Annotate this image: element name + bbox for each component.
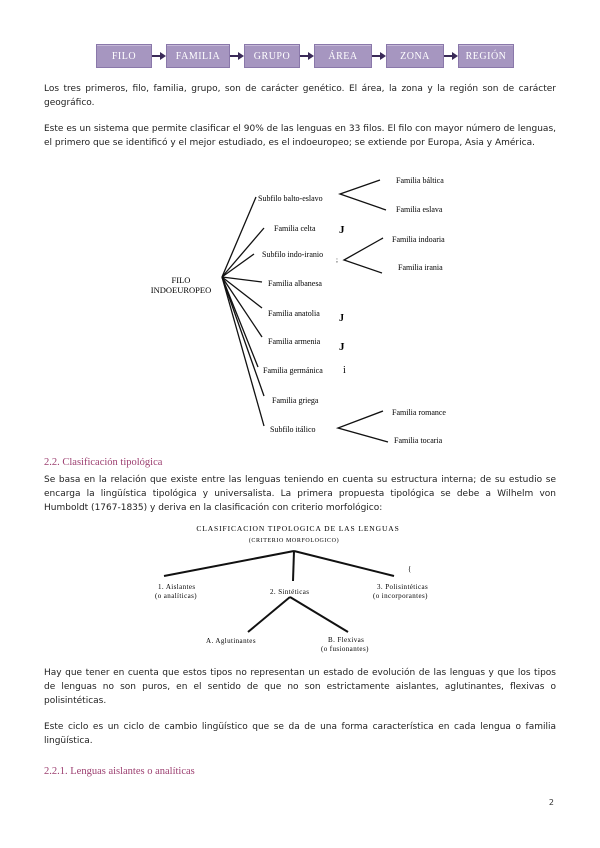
leaf-tocaria: Familia tocaria — [394, 436, 443, 445]
node-fusionantes: (o fusionantes) — [321, 645, 369, 653]
root-label-indoeuropeo: INDOEUROPEO — [150, 285, 212, 295]
paragraph-ciclo: Este ciclo es un ciclo de cambio lingüístico que se da de una forma característica en cada lengua o familia lingüística. — [44, 722, 556, 746]
chip-familia: FAMILIA — [166, 44, 230, 68]
node-flexivas: B. Flexivas — [328, 636, 365, 644]
arrow-icon — [443, 45, 459, 67]
section-heading-aislantes: 2.2.1. Lenguas aislantes o analíticas — [44, 766, 195, 777]
leaf-irania: Familia irania — [398, 263, 443, 272]
node-aglutinantes: A. Aglutinantes — [206, 637, 256, 645]
typology-subtitle: (CRITERIO MORFOLOGICO) — [248, 538, 340, 544]
leaf-eslava: Familia eslava — [396, 205, 443, 214]
paragraph-filos: Este es un sistema que permite clasificar el 90% de las lenguas en 33 filos. El filo con mayor número de lenguas, el primero que se identificó y el mejor estudiado, es el indoeuropeo; se extiende por Europa, Asia y América. — [44, 124, 556, 148]
typology-tree — [0, 518, 600, 654]
branch-celta: Familia celta — [274, 224, 316, 233]
root-label-filo: FILO — [171, 275, 191, 285]
arrow-icon — [299, 45, 315, 67]
page-number: 2 — [548, 798, 554, 807]
arrow-icon — [151, 45, 167, 67]
chip-filo: FILO — [96, 44, 152, 68]
margin-mark: J — [339, 341, 345, 353]
typology-title: CLASIFICACION TIPOLOGICA DE LAS LENGUAS — [196, 524, 400, 533]
chip-region: REGIÓN — [458, 44, 514, 68]
typology-mark: { — [408, 565, 412, 573]
margin-mark: J — [339, 313, 344, 324]
branch-griega: Familia griega — [272, 396, 319, 405]
chip-area: ÁREA — [314, 44, 372, 68]
leaf-baltica: Familia báltica — [396, 176, 444, 185]
leaf-romance: Familia romance — [392, 408, 446, 417]
margin-mark: ; — [336, 256, 338, 264]
chip-zona: ZONA — [386, 44, 444, 68]
margin-mark: i — [343, 365, 346, 376]
node-aislantes: 1. Aislantes — [158, 583, 196, 591]
paragraph-tipos: Hay que tener en cuenta que estos tipos no representan un estado de evolución de las lenguas y que los tipos de lenguas no son puros, en el sentido de que no son estrictamente aislantes, aglutinantes, flexivas o polisintéticas. — [44, 668, 556, 706]
arrow-icon — [371, 45, 387, 67]
node-sinteticas: 2. Sintéticas — [270, 588, 310, 596]
node-analiticas: (o analíticas) — [155, 592, 197, 600]
section-heading-tipologica: 2.2. Clasificación tipológica — [44, 457, 163, 468]
branch-italico: Subfilo itálico — [270, 425, 316, 434]
branch-indo-iranio: Subfilo indo-iranio — [262, 250, 324, 259]
arrow-icon — [229, 45, 245, 67]
branch-germanica: Familia germánica — [263, 366, 323, 375]
paragraph-genetic: Los tres primeros, filo, familia, grupo, son de carácter genético. El área, la zona y la región son de carácter geográfico. — [44, 84, 556, 108]
chip-grupo: GRUPO — [244, 44, 300, 68]
leaf-indoaria: Familia indoaria — [392, 235, 445, 244]
branch-anatolia: Familia anatolia — [268, 309, 320, 318]
paragraph-tipologica: Se basa en la relación que existe entre las lenguas teniendo en cuenta su estructura interna; de su estudio se encarga la lingüística tipológica y universalista. La primera propuesta tipológica se debe a Wilhelm von Humboldt (1767-1835) y deriva en la clasificación con criterio morfológico: — [44, 475, 556, 513]
branch-armenia: Familia armenia — [268, 337, 321, 346]
node-incorporantes: (o incorporantes) — [373, 592, 428, 600]
indoeuropean-tree — [0, 170, 600, 450]
node-polisinteticas: 3. Polisintéticas — [377, 583, 429, 591]
branch-albanesa: Familia albanesa — [268, 279, 322, 288]
branch-balto-eslavo: Subfilo balto-eslavo — [258, 194, 323, 203]
margin-mark: J — [339, 224, 345, 236]
classification-chain — [96, 44, 514, 68]
